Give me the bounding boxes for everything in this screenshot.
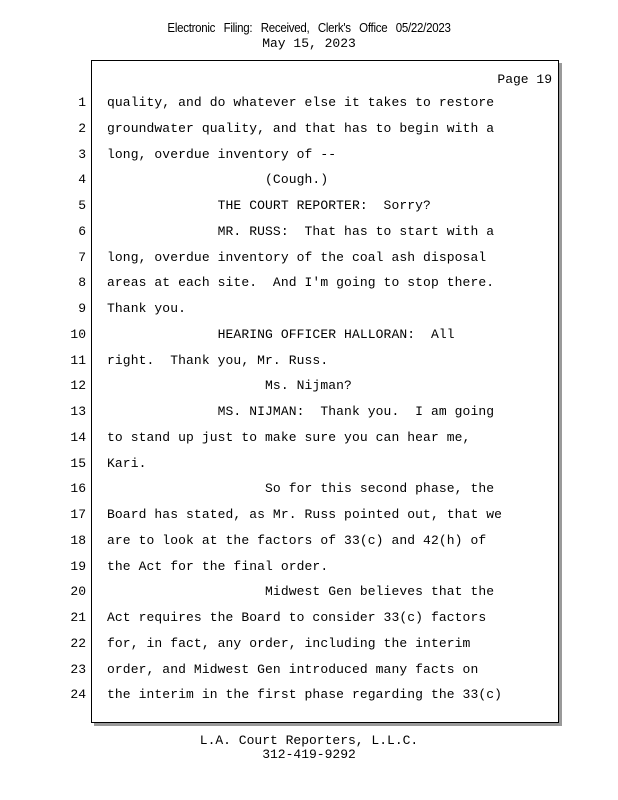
line-number: 2	[78, 121, 86, 136]
transcript-line-text: the Act for the final order.	[107, 559, 329, 574]
line-number: 10	[70, 327, 86, 342]
transcript-line-text: are to look at the factors of 33(c) and 42(h) of	[107, 533, 487, 548]
transcript-line-text: Board has stated, as Mr. Russ pointed out, that we	[107, 507, 503, 522]
line-number: 5	[78, 198, 86, 213]
line-number: 17	[70, 507, 86, 522]
transcript-line-text: groundwater quality, and that has to begin with a	[107, 121, 495, 136]
transcript-line-text: So for this second phase, the	[107, 481, 495, 496]
line-number: 8	[78, 275, 86, 290]
transcript-line-text: Thank you.	[107, 301, 187, 316]
line-number: 4	[78, 172, 86, 187]
line-number: 13	[70, 404, 86, 419]
line-number: 9	[78, 301, 86, 316]
transcript-line-text: quality, and do whatever else it takes to restore	[107, 95, 495, 110]
line-number: 18	[70, 533, 86, 548]
transcript-line-text: long, overdue inventory of --	[107, 147, 337, 162]
transcript-line-text: the interim in the first phase regarding the 33(c)	[107, 687, 503, 702]
line-number: 19	[70, 559, 86, 574]
line-number: 16	[70, 481, 86, 496]
line-number: 6	[78, 224, 86, 239]
transcript-line-text: MS. NIJMAN: Thank you. I am going	[107, 404, 495, 419]
line-number: 24	[70, 687, 86, 702]
line-number: 11	[70, 353, 86, 368]
line-number: 7	[78, 250, 86, 265]
line-number: 15	[70, 456, 86, 471]
transcript-line-text: long, overdue inventory of the coal ash disposal	[107, 250, 487, 265]
line-number: 21	[70, 610, 86, 625]
transcript-line-text: for, in fact, any order, including the interim	[107, 636, 471, 651]
line-number: 1	[78, 95, 86, 110]
transcript-line-text: to stand up just to make sure you can hear me,	[107, 430, 471, 445]
filing-stamp: Electronic Filing: Received, Clerk's Office 05/22/2023	[167, 21, 451, 35]
footer-phone: 312-419-9292	[262, 747, 356, 762]
transcript-line-text: Midwest Gen believes that the	[107, 584, 495, 599]
line-number: 22	[70, 636, 86, 651]
line-number: 12	[70, 378, 86, 393]
transcript-line-text: order, and Midwest Gen introduced many facts on	[107, 662, 479, 677]
transcript-line-text: areas at each site. And I'm going to stop there.	[107, 275, 495, 290]
line-number: 3	[78, 147, 86, 162]
transcript-line-text: THE COURT REPORTER: Sorry?	[107, 198, 431, 213]
transcript-line-text: right. Thank you, Mr. Russ.	[107, 353, 329, 368]
line-number: 23	[70, 662, 86, 677]
hearing-date: May 15, 2023	[262, 36, 356, 51]
transcript-line-text: (Cough.)	[107, 172, 329, 187]
line-number: 14	[70, 430, 86, 445]
footer-company: L.A. Court Reporters, L.L.C.	[199, 733, 419, 748]
transcript-line-text: MR. RUSS: That has to start with a	[107, 224, 495, 239]
transcript-line-text: Kari.	[107, 456, 147, 471]
transcript-line-text: Ms. Nijman?	[107, 378, 352, 393]
page-number: Page 19	[497, 72, 552, 87]
transcript-line-text: Act requires the Board to consider 33(c) factors	[107, 610, 487, 625]
line-number: 20	[70, 584, 86, 599]
transcript-line-text: HEARING OFFICER HALLORAN: All	[107, 327, 455, 342]
